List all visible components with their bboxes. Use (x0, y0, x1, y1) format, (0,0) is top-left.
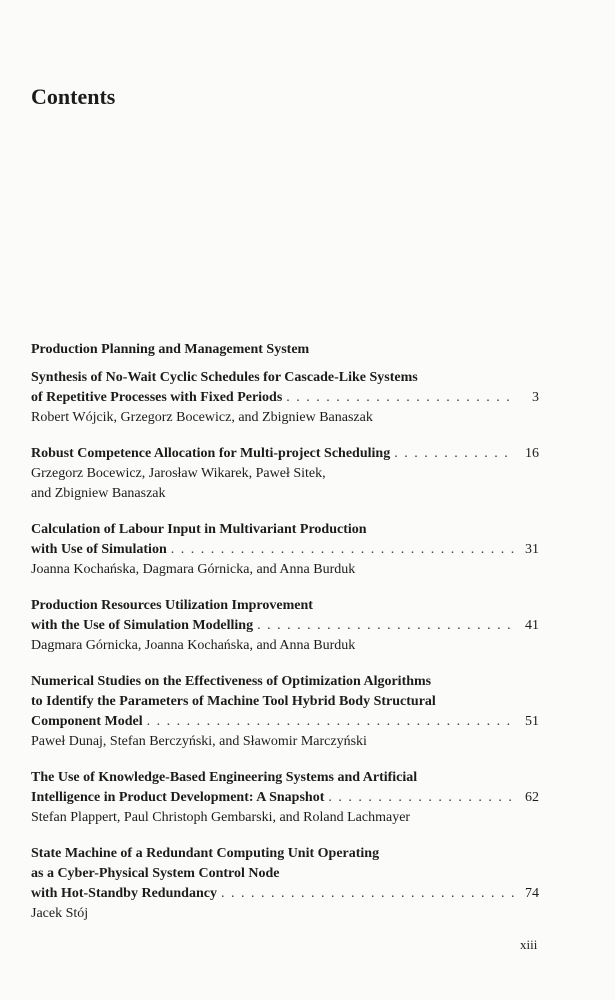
entry-authors: and Zbigniew Banaszak (31, 486, 166, 501)
dot-leader (171, 540, 515, 560)
entry-title-line: Calculation of Labour Input in Multivariant Production (31, 522, 367, 537)
entry-title-line: The Use of Knowledge-Based Engineering Systems and Artificial (31, 770, 418, 785)
entry-title-line: with the Use of Simulation Modelling (31, 618, 254, 633)
entry-title-line: Numerical Studies on the Effectiveness of Optimization Algorithms (31, 674, 432, 689)
entry-title-leader-line (31, 388, 539, 408)
entry-authors: Joanna Kochańska, Dagmara Górnicka, and Anna Burduk (31, 562, 356, 577)
page-title: Contents (31, 84, 116, 109)
entry-title-leader-line (31, 884, 539, 904)
entry-title-line: Intelligence in Product Development: A Snapshot (31, 790, 325, 805)
entry-title-leader-line (31, 444, 539, 464)
entry-title-line: with Hot-Standby Redundancy (31, 886, 217, 901)
entry-title-line: Component Model (31, 714, 143, 729)
entry-title-line: Synthesis of No-Wait Cyclic Schedules for Cascade-Like Systems (31, 370, 418, 385)
dot-leader (257, 616, 515, 636)
entry-title-line: to Identify the Parameters of Machine Tool Hybrid Body Structural (31, 694, 436, 709)
entry-page-number[interactable]: 16 (525, 446, 539, 461)
entry-title-line: as a Cyber-Physical System Control Node (31, 866, 280, 881)
entry-page-number[interactable]: 74 (525, 886, 539, 901)
entry-authors: Robert Wójcik, Grzegorz Bocewicz, and Zbigniew Banaszak (31, 410, 373, 425)
entry-page-number[interactable]: 51 (525, 714, 539, 729)
dot-leader (221, 884, 515, 904)
toc-entry[interactable] (31, 368, 539, 428)
dot-leader (147, 712, 515, 732)
entry-title-leader-line (31, 616, 539, 636)
toc-entry[interactable] (31, 672, 539, 752)
dot-leader (286, 388, 515, 408)
entry-authors: Stefan Plappert, Paul Christoph Gembarski, and Roland Lachmayer (31, 810, 411, 825)
page-number: xiii (520, 937, 538, 952)
entry-authors: Jacek Stój (31, 906, 89, 921)
section-heading: Production Planning and Management System (31, 342, 310, 357)
dot-leader (328, 788, 515, 808)
entry-page-number[interactable]: 31 (525, 542, 539, 557)
toc-entry[interactable] (31, 444, 539, 504)
entry-page-number[interactable]: 62 (525, 790, 539, 805)
entry-title-leader-line (31, 712, 539, 732)
entry-title-leader-line (31, 788, 539, 808)
dot-leader (394, 444, 515, 464)
entry-authors: Dagmara Górnicka, Joanna Kochańska, and Anna Burduk (31, 638, 356, 653)
toc-entry[interactable] (31, 768, 539, 828)
entry-title-line: State Machine of a Redundant Computing Unit Operating (31, 846, 380, 861)
toc-entry[interactable] (31, 520, 539, 580)
entry-page-number[interactable]: 3 (532, 390, 539, 405)
toc-entry[interactable] (31, 596, 539, 656)
entry-title-line: of Repetitive Processes with Fixed Periods (31, 390, 283, 405)
entry-title-leader-line (31, 540, 539, 560)
toc-entry[interactable] (31, 844, 539, 924)
entry-authors: Paweł Dunaj, Stefan Berczyński, and Sławomir Marczyński (31, 734, 367, 749)
entry-title-line: with Use of Simulation (31, 542, 167, 557)
entry-title-line: Robust Competence Allocation for Multi-project Scheduling (31, 446, 391, 461)
toc-entries (31, 368, 539, 940)
entry-page-number[interactable]: 41 (525, 618, 539, 633)
entry-title-line: Production Resources Utilization Improvement (31, 598, 313, 613)
entry-authors: Grzegorz Bocewicz, Jarosław Wikarek, Paweł Sitek, (31, 466, 326, 481)
